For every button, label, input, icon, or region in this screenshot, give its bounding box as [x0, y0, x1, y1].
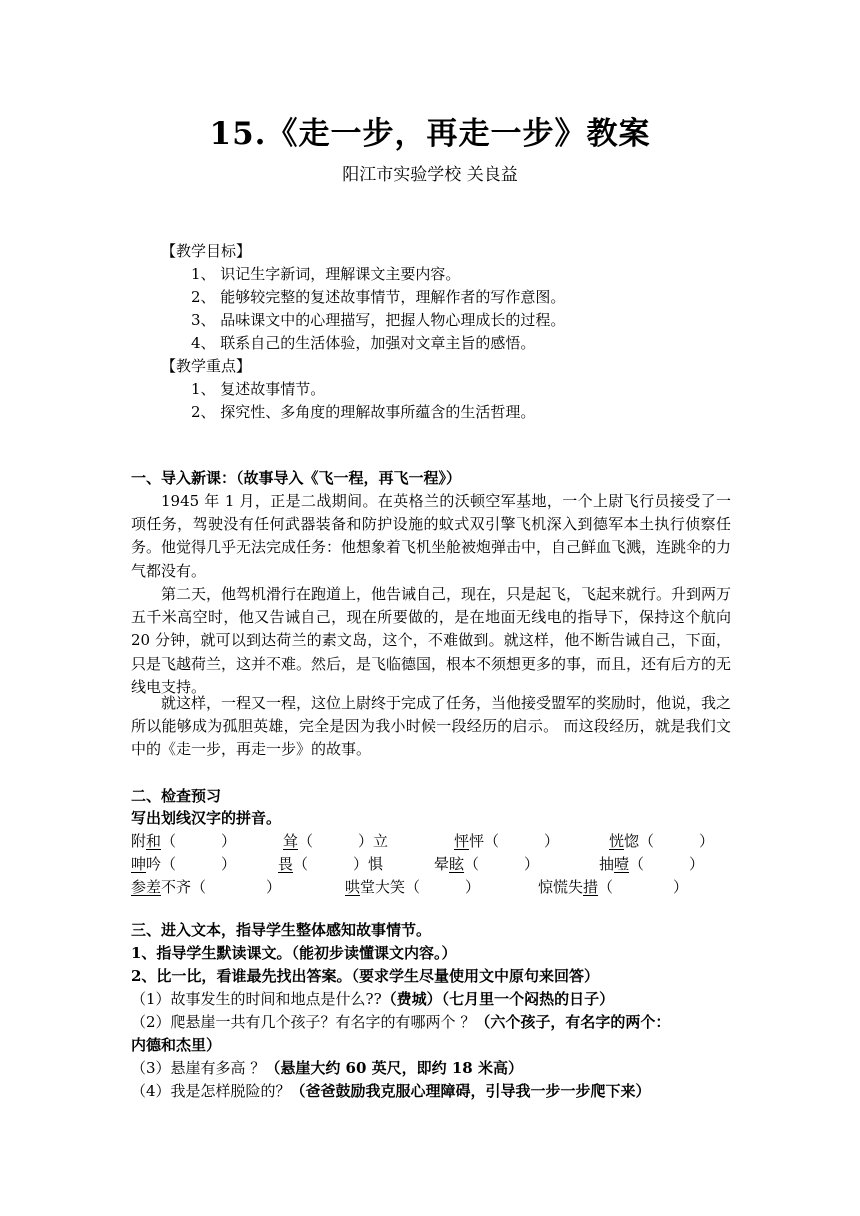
question-line: （4）我是怎样脱险的？（爸爸鼓励我克服心理障碍，引导我一步一步爬下来）: [131, 1082, 651, 1100]
objective-item: 2、 能够较完整的复述故事情节，理解作者的写作意图。: [191, 288, 566, 306]
pinyin-item: 惊慌失措（ ）: [538, 878, 689, 896]
step-line: 2、比一比，看谁最先找出答案。（要求学生尽量使用文中原句来回答）: [131, 967, 599, 985]
section3-heading: 三、进入文本，指导学生整体感知故事情节。: [131, 921, 432, 939]
pinyin-row: [131, 853, 731, 876]
section2-heading: 二、检查预习: [131, 787, 222, 805]
pinyin-item: 抽噎（ ）: [599, 855, 705, 873]
objective-item: 4、 联系自己的生活体验，加强对文章主旨的感悟。: [191, 334, 536, 352]
keypoints-heading: 【教学重点】: [161, 357, 252, 375]
section1-heading: 一、导入新课：（故事导入《飞一程，再飞一程》）: [131, 469, 462, 487]
keypoint-item: 1、 复述故事情节。: [191, 380, 326, 398]
story-paragraph: 1945 年 1 月，正是二战期间。在英格兰的沃顿空军基地，一个上尉飞行员接受了一项任务，驾驶没有任何武器装备和防护设施的蚊式双引擎飞机深入到德军本土执行侦察任务。他觉得几乎无法完成任务：他想象着飞机坐舱被炮弹击中，自己鲜血飞溅，连跳伞的力气都没有。: [131, 492, 732, 580]
objective-item: 1、 识记生字新词，理解课文主要内容。: [191, 265, 461, 283]
keypoint-item: 2、 探究性、多角度的理解故事所蕴含的生活哲理。: [191, 403, 536, 421]
question-line: （2）爬悬崖一共有几个孩子？有名字的有哪两个 ？（六个孩子，有名字的两个：: [131, 1013, 671, 1031]
pinyin-item: 哄堂大笑（ ）: [345, 878, 481, 896]
pinyin-row: [131, 876, 731, 899]
story-paragraph: 第二天，他驾机滑行在跑道上，他告诫自己，现在，只是起飞，飞起来就行。升到两万五千米高空时，他又告诫自己，现在所要做的，是在地面无线电的指导下，保持这个航向 20 分钟，就可以到达荷兰的素文岛，这个，不难做到。就这样，他不断告诫自己，下面，只是飞越荷兰，这并不难。然后，是飞临德国，根本不须想更多的事，而且，还有后方的无线电支持。: [131, 585, 732, 696]
answer-continuation: 内德和杰里）: [131, 1036, 222, 1054]
pinyin-item: 怦怦（ ）: [454, 832, 560, 850]
objectives-heading: 【教学目标】: [161, 242, 252, 260]
objective-item: 3、 品味课文中的心理描写，把握人物心理成长的过程。: [191, 311, 566, 329]
author-line: 阳江市实验学校 关良益: [342, 165, 518, 185]
pinyin-item: 晕眩（ ）: [434, 855, 540, 873]
question-line: （3）悬崖有多高 ？（悬崖大约 60 英尺，即约 18 米高）: [131, 1059, 523, 1077]
pinyin-instruction: 写出划线汉字的拼音。: [131, 809, 282, 827]
pinyin-item: 附和（ ）: [131, 832, 237, 850]
story-paragraph: 就这样，一程又一程，这位上尉终于完成了任务，当他接受盟军的奖励时，他说，我之所以能够成为孤胆英雄，完全是因为我小时候一段经历的启示。 而这段经历，就是我们文中的《走一步，再走一步》的故事。: [131, 694, 732, 759]
question-line: （1）故事发生的时间和地点是什么??（费城）（七月里一个闷热的日子）: [131, 990, 615, 1008]
pinyin-item: 呻吟（ ）: [131, 855, 237, 873]
pinyin-item: 参差不齐（ ）: [131, 878, 282, 896]
pinyin-row: [131, 830, 731, 853]
step-line: 1、指导学生默读课文。（能初步读懂课文内容。）: [131, 944, 457, 962]
pinyin-item: 畏（ ）惧: [278, 855, 384, 873]
pinyin-item: 耸（ ）立: [283, 832, 389, 850]
page-title: 15.《走一步，再走一步》教案: [209, 116, 651, 152]
pinyin-item: 恍惚（ ）: [609, 832, 715, 850]
